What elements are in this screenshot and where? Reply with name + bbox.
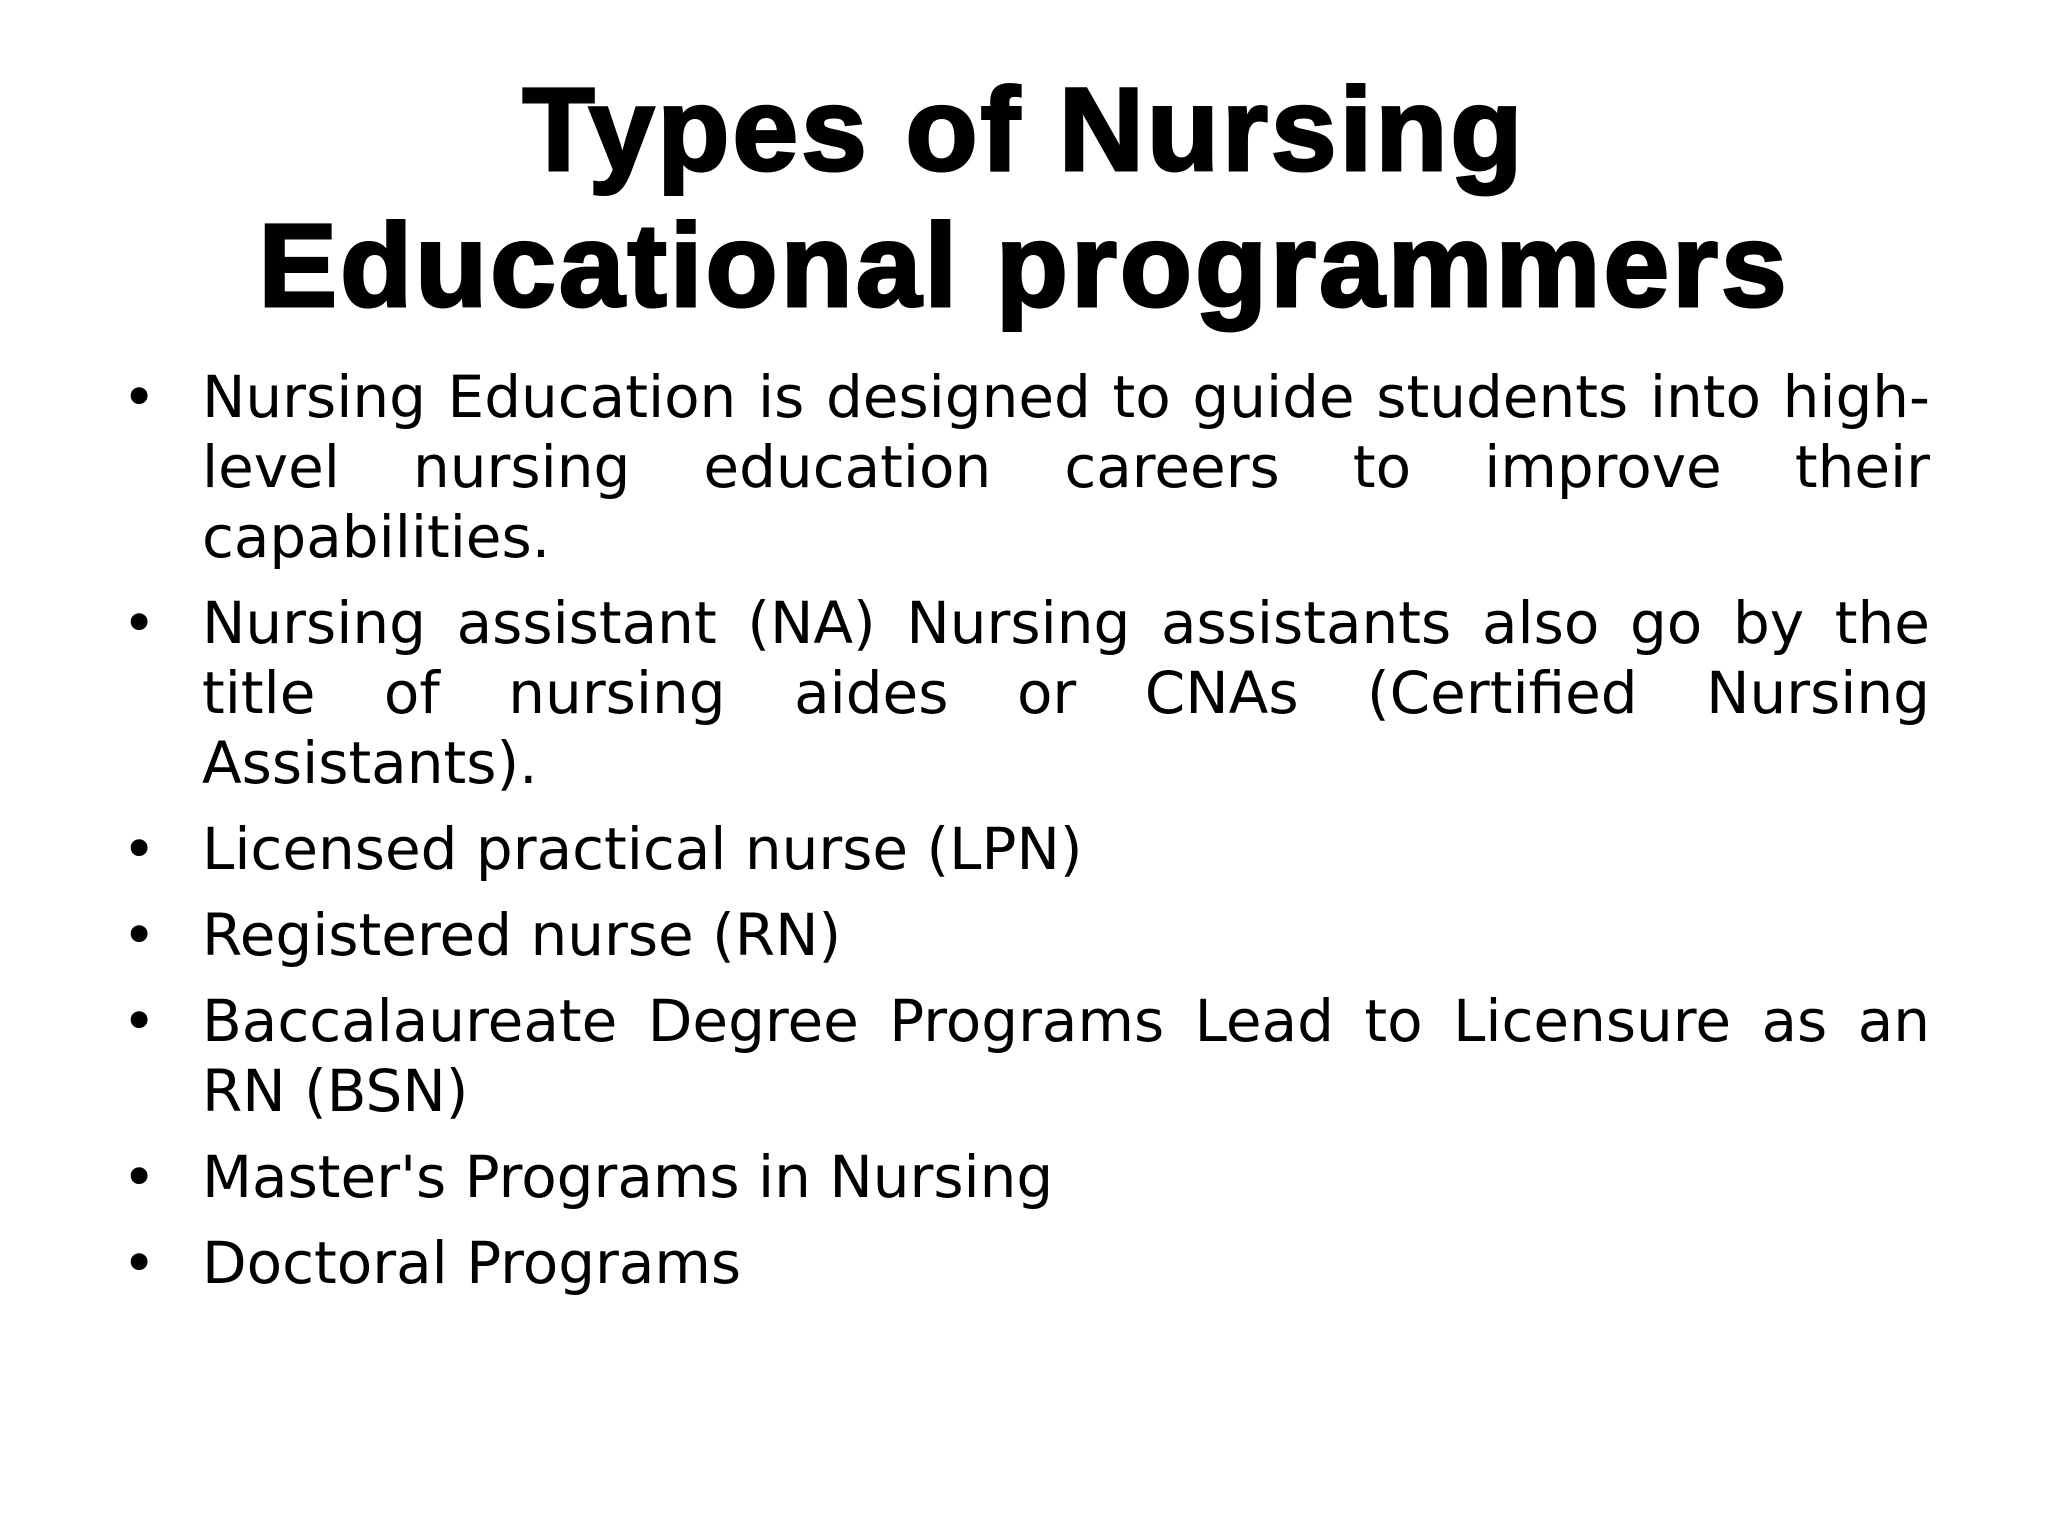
- bullet-icon: •: [122, 987, 157, 1055]
- list-item: [122, 1142, 1930, 1212]
- list-item-text: Baccalaureate Degree Programs Lead to Licensure as an RN (BSN): [202, 987, 1930, 1125]
- list-item: [122, 1228, 1930, 1298]
- bullet-icon: •: [122, 901, 157, 969]
- bullet-icon: •: [122, 363, 157, 431]
- list-item-text: Licensed practical nurse (LPN): [202, 815, 1083, 883]
- list-item: [122, 814, 1930, 884]
- list-item: [122, 362, 1930, 572]
- list-item-text: Nursing assistant (NA) Nursing assistants also go by the title of nursing aides or CNAs (Certified Nursing Assistants).: [202, 589, 1930, 797]
- list-item: [122, 986, 1930, 1126]
- list-item-text: Doctoral Programs: [202, 1229, 742, 1297]
- slide-title: [0, 62, 2048, 334]
- bullet-list: [122, 362, 1930, 1314]
- title-line-1: Types of Nursing: [522, 64, 1526, 196]
- list-item-text: Master's Programs in Nursing: [202, 1143, 1054, 1211]
- list-item: [122, 588, 1930, 798]
- bullet-icon: •: [122, 815, 157, 883]
- bullet-icon: •: [122, 1143, 157, 1211]
- list-item-text: Registered nurse (RN): [202, 901, 842, 969]
- bullet-icon: •: [122, 589, 157, 657]
- list-item: [122, 900, 1930, 970]
- list-item-text: Nursing Education is designed to guide students into high-level nursing education careers to improve their capabilities.: [202, 363, 1930, 571]
- title-line-2: Educational programmers: [258, 200, 1790, 332]
- bullet-icon: •: [122, 1229, 157, 1297]
